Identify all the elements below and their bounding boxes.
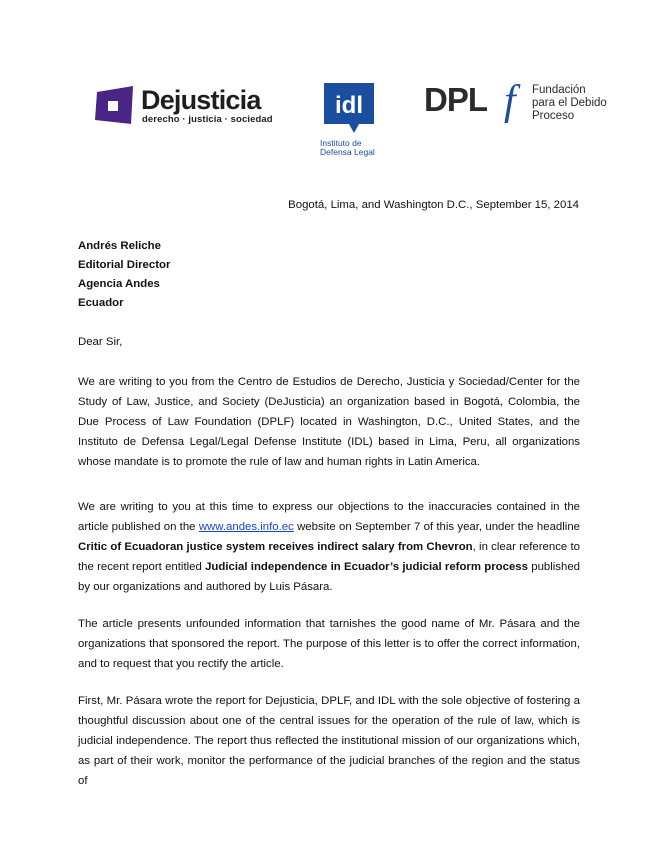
dplf-logo xyxy=(424,78,607,128)
recipient-name: Andrés Reliche xyxy=(78,240,161,252)
recipient-organization: Agencia Andes xyxy=(78,278,160,290)
salutation: Dear Sir, xyxy=(78,336,123,348)
paragraph-purpose: The article presents unfounded information that tarnishes the good name of Mr. Pásara and the organizations that sponsored the report. The purpose of this letter is to offer the correct information, and to request that you rectify the article. xyxy=(78,618,580,670)
idl-name-line2: Defensa Legal xyxy=(320,147,375,157)
idl-mark-icon xyxy=(321,80,377,136)
dejusticia-tagline: derecho · justicia · sociedad xyxy=(142,114,273,125)
paragraph-introduction: We are writing to you from the Centro de Estudios de Derecho, Justicia y Sociedad/Center for the Study of Law, Justice, and Society (DeJusticia) an organization based in Bogotá, Colombia, the Due Process of Law Foundation (DPLF) located in Washington, D.C., United States, and the Instituto de Defensa Legal/Legal Defense Institute (IDL) based in Lima, Peru, all organizations whose mandate is to promote the rule of law and human rights in Latin America. xyxy=(78,376,580,468)
dplf-f-icon xyxy=(502,78,528,124)
dplf-name-line1: Fundación xyxy=(532,84,586,96)
dejusticia-logo xyxy=(93,84,273,132)
dplf-name-line3: Proceso xyxy=(532,110,575,122)
recipient-country: Ecuador xyxy=(78,297,124,309)
p2-text-1: We are writing to you at this time to express our objections to the inaccuracies contained in the article published on the xyxy=(78,501,580,533)
dejusticia-mark-icon xyxy=(93,84,135,126)
p2-text-3: , in clear reference to the recent report entitled xyxy=(78,541,581,573)
recipient-title: Editorial Director xyxy=(78,259,171,271)
dplf-name-line2: para el Debido xyxy=(532,97,607,109)
p2-text-2: website on September 7 of this year, under the headline xyxy=(293,521,580,533)
dejusticia-name: Dejusticia xyxy=(141,85,261,115)
dplf-wordmark: DPL xyxy=(424,81,487,118)
dplf-f-glyph: f xyxy=(504,78,516,124)
dateline: Bogotá, Lima, and Washington D.C., September 15, 2014 xyxy=(288,199,579,211)
article-headline: Critic of Ecuadoran justice system receives indirect salary from Chevron xyxy=(78,541,473,553)
idl-logo xyxy=(318,80,380,158)
paragraph-first-point: First, Mr. Pásara wrote the report for Dejusticia, DPLF, and IDL with the sole objective of fostering a thoughtful discussion about one of the central issues for the operation of the rule of law, which is judicial independence. The report thus reflected the institutional mission of our organizations which, as part of their work, monitor the performance of the judicial branches of the region and the status of xyxy=(78,695,580,787)
idl-name-line1: Instituto de xyxy=(320,138,362,148)
paragraph-objections xyxy=(78,497,580,597)
idl-mark-text: idl xyxy=(335,92,363,119)
p2-text-4: published by our organizations and authored by Luis Pásara. xyxy=(78,561,581,593)
report-title: Judicial independence in Ecuador’s judicial reform process xyxy=(205,561,528,573)
andes-website-link[interactable]: www.andes.info.ec xyxy=(198,521,294,533)
